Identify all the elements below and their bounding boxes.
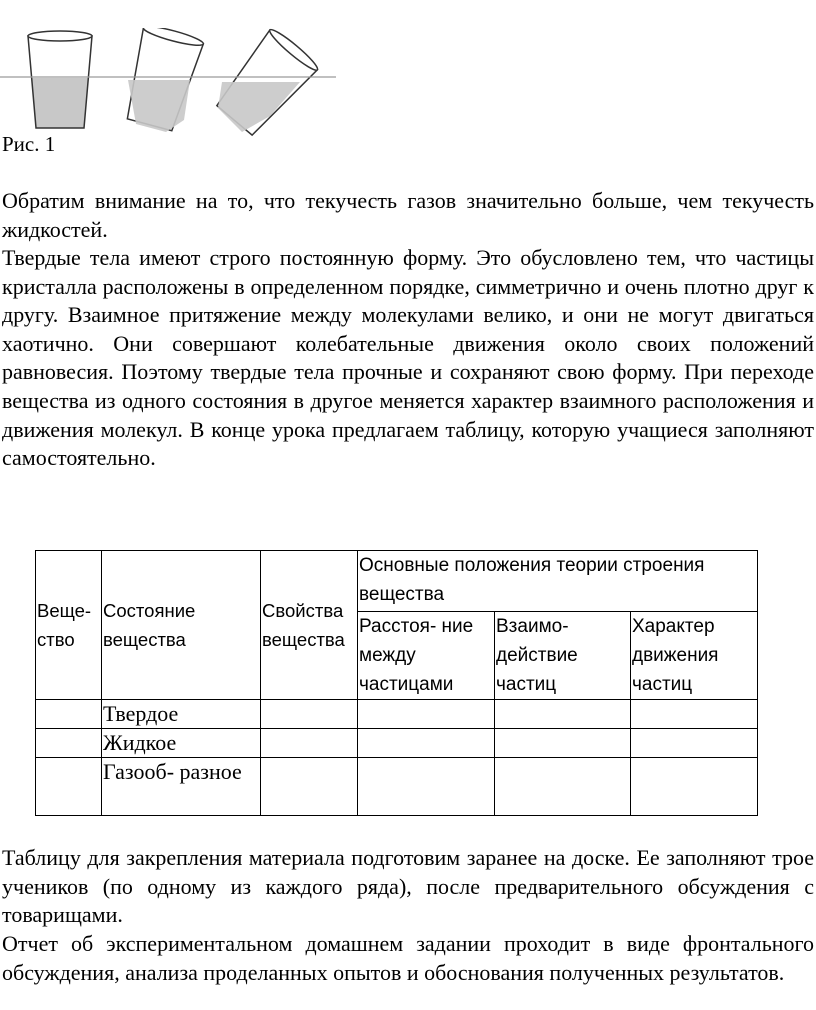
glass-upright-rim [28, 31, 92, 41]
paragraph-solids: Твердые тела имеют строго постоянную форму. Это обусловлено тем, что частицы кристалла расположены в определенном порядке, симметрично и очень плотно друг к другу. Взаимное притяжение между молекулами велико, и они не могут двигаться хаотично. Они совершают колебательные движения около своих положений равновесия. Поэтому твердые тела прочные и сохраняют свою форму. При переходе вещества из одного состояния в другое меняется характер взаимного расположения и движения молекул. В конце урока предлагаем таблицу, которую учащиеся заполняют самостоятельно. [2, 245, 814, 471]
header-row-top [36, 551, 758, 612]
header-distance: Расстоя- ние между частицами [358, 612, 495, 700]
paragraph-homework-report: Отчет об экспериментальном домашнем задании проходит в виде фронтального обсуждения, анализа проделанных опытов и обоснования полученных результатов. [2, 931, 814, 985]
glass-upright [28, 31, 92, 128]
cell-empty [631, 700, 758, 729]
cell-empty [358, 700, 495, 729]
header-substance: Веще-ство [36, 551, 102, 700]
header-properties: Свойства вещества [261, 551, 358, 700]
glass-upright-liquid [32, 78, 88, 128]
header-state: Состояние вещества [102, 551, 261, 700]
states-table [35, 550, 758, 816]
cell-empty [36, 729, 102, 758]
cell-empty [261, 700, 358, 729]
paragraph-fluidity: Обратим внимание на то, что текучесть газов значительно больше, чем текучесть жидкостей. [2, 188, 814, 242]
cell-empty [495, 700, 631, 729]
table-row [36, 700, 758, 729]
glasses-figure [0, 28, 340, 138]
cell-empty [495, 729, 631, 758]
row-label-solid: Твердое [102, 700, 261, 729]
header-motion: Характер движения частиц [631, 612, 758, 700]
cell-empty [36, 758, 102, 816]
cell-empty [358, 758, 495, 816]
cell-empty [631, 729, 758, 758]
row-label-gas: Газооб- разное [102, 758, 261, 816]
header-theory-group: Основные положения теории строения вещества [358, 551, 758, 612]
cell-empty [36, 700, 102, 729]
header-interaction: Взаимо- действие частиц [495, 612, 631, 700]
table-row [36, 729, 758, 758]
paragraph-board-table: Таблицу для закрепления материала подготовим заранее на доске. Ее заполняют трое учеников (по одному из каждого ряда), после предварительного обсуждения с товарищами. [2, 845, 814, 928]
cell-empty [261, 758, 358, 816]
glass-tilted-liquid [128, 80, 190, 132]
glass-tilted-rim [142, 28, 204, 49]
row-label-liquid: Жидкое [102, 729, 261, 758]
figure-caption: Рис. 1 [2, 132, 56, 156]
table-row [36, 758, 758, 816]
cell-empty [261, 729, 358, 758]
glass-tilted-more-liquid [218, 82, 300, 132]
glass-tilted-more-rim [267, 28, 321, 74]
cell-empty [631, 758, 758, 816]
cell-empty [495, 758, 631, 816]
cell-empty [358, 729, 495, 758]
